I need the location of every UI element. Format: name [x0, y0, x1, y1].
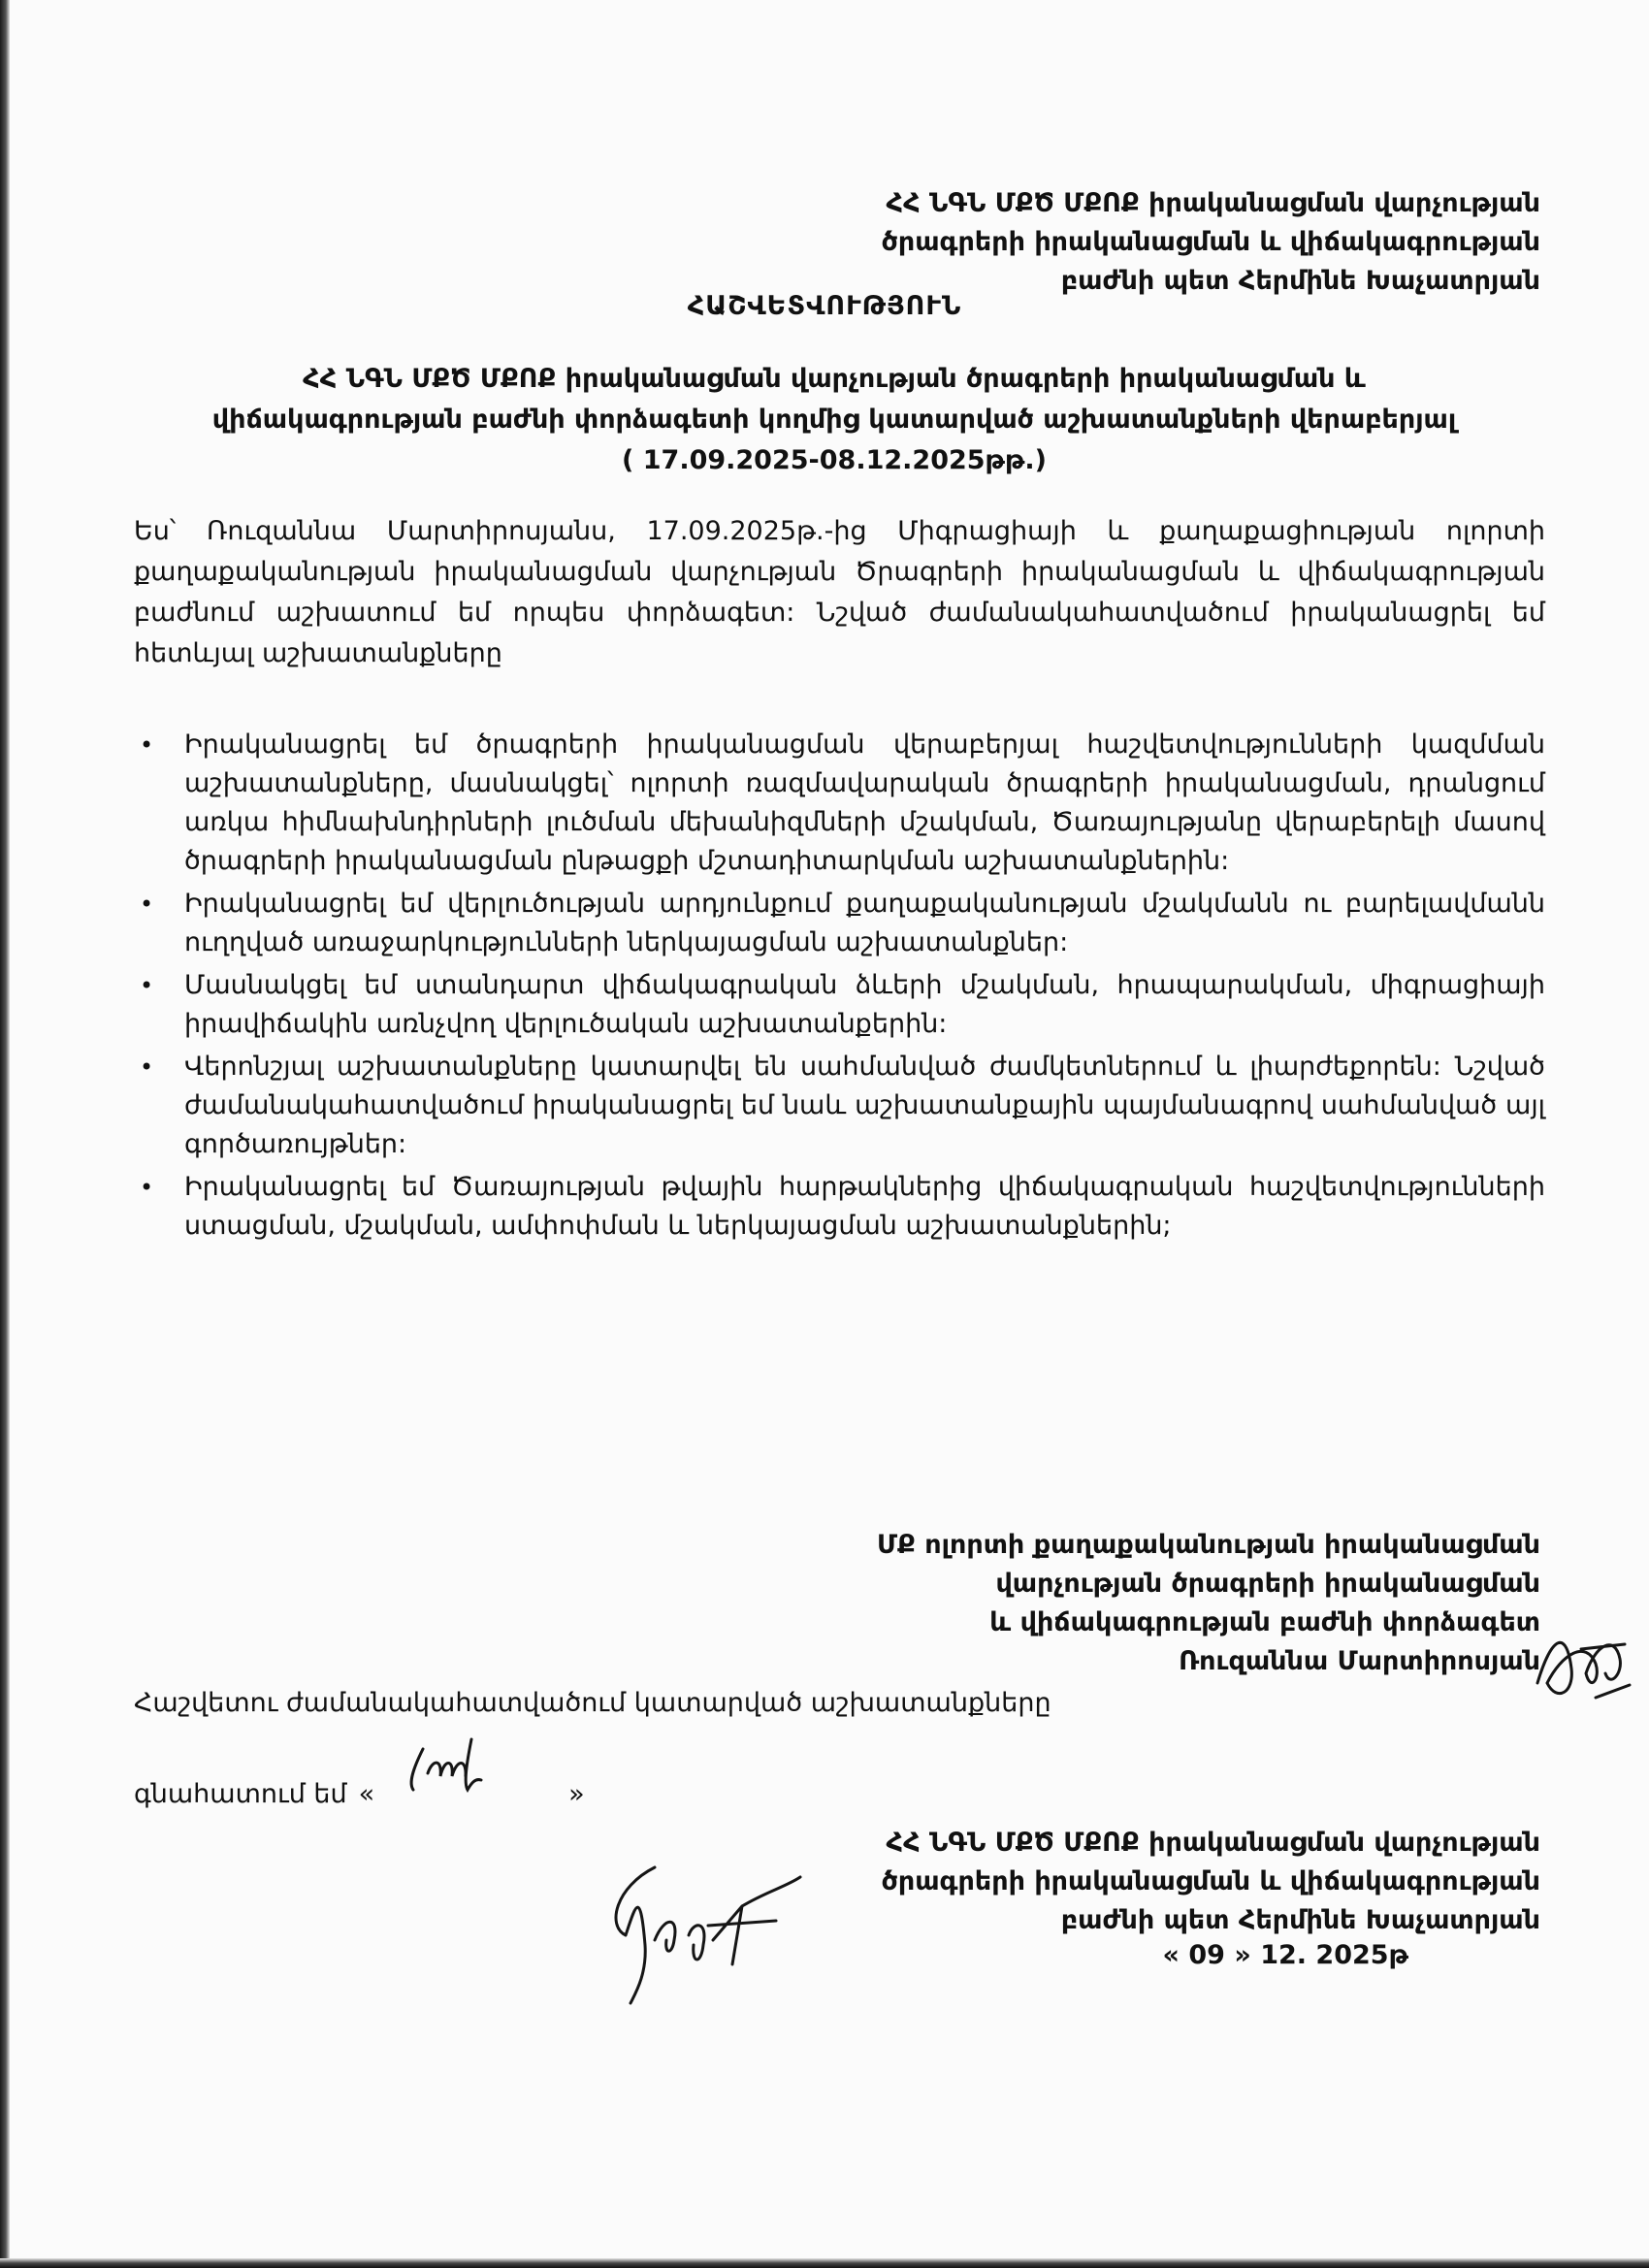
task-item: [140, 966, 1545, 1044]
evaluation-prefix: գնահատում եմ: [134, 1779, 347, 1809]
task-text: Իրականացրել եմ վերլուծության արդյունքում քաղաքականության մշակմանն ու բարելավմանն ուղղված առաջարկությունների ներկայացման աշխատանքներ:: [184, 889, 1545, 957]
subtitle-line: վիճակագրության բաժնի փորձագետի կողմից կատարված աշխատանքների վերաբերյալ: [211, 405, 1457, 435]
signature-line: ՄՔ ոլորտի քաղաքականության իրականացման: [877, 1530, 1540, 1560]
bullet-icon: •: [140, 972, 154, 999]
signature-name: Ռուզաննա Մարտիրոսյան: [1179, 1646, 1540, 1676]
task-text: Իրականացրել եմ Ծառայության թվային հարթակներից վիճակագրական հաշվետվությունների ստացման, մշակման, ամփոփման և ներկայացման աշխատանքներին;: [184, 1172, 1545, 1241]
scan-edge-left: [0, 0, 10, 2268]
bullet-icon: •: [140, 1174, 154, 1201]
task-text: Իրականացրել եմ ծրագրերի իրականացման վերաբերյալ հաշվետվությունների կազմման աշխատանքները, մասնակցել՝ ոլորտի ռազմավարական ծրագրերի իրականացման, դրանցում առկա հիմնախնդիրների լուծման մեխանիզմների մշակման, Ծառայությանը վերաբերելի մասով ծրագրերի իրականացման ընթացքի մշտադիտարկման աշխատանքներին:: [184, 729, 1545, 876]
document-title: ՀԱՇՎԵՏՎՈՒԹՅՈՒՆ: [687, 291, 962, 321]
task-text: Մասնակցել եմ ստանդարտ վիճակագրական ձևերի մշակման, հրապարակման, միգրացիայի իրավիճակին առնչվող վերլուծական աշխատանքերին:: [184, 970, 1545, 1039]
addressee-line: բաժնի պետ Հերմինե Խաչատրյան: [1060, 266, 1540, 296]
document-subtitle: [155, 359, 1513, 481]
bullet-icon: •: [140, 1053, 154, 1081]
task-item: [140, 1168, 1545, 1246]
evaluation-handwritten-grade: [374, 1751, 568, 1809]
task-item: [140, 885, 1545, 962]
handwritten-grade-icon: [374, 1730, 568, 1798]
scan-edge-bottom: [0, 2258, 1649, 2268]
task-list: [140, 726, 1545, 1249]
subtitle-period: ( 17.09.2025-08.12.2025թթ.): [622, 445, 1047, 475]
addressee-line: ՀՀ ՆԳՆ ՄՔԾ ՄՔՈՔ իրականացման վարչության: [886, 188, 1540, 218]
evaluation-open-quote: «: [358, 1779, 375, 1809]
bullet-icon: •: [140, 731, 154, 759]
task-item: [140, 726, 1545, 881]
header-addressee: [882, 184, 1540, 301]
approval-line: ծրագրերի իրականացման և վիճակագրության: [881, 1866, 1540, 1896]
approval-line: բաժնի պետ Հերմինե Խաչատրյան: [1060, 1905, 1540, 1935]
employee-signature-block: [877, 1526, 1540, 1681]
intro-paragraph: Ես՝ Ռուզաննա Մարտիրոսյանս, 17.09.2025թ.-ից Միգրացիայի և քաղաքացիության ոլորտի քաղաքականության իրականացման վարչության Ծրագրերի իրականացման և վիճակագրության բաժնում աշխատում եմ որպես փորձագետ: Նշված ժամանակահատվածում իրականացրել եմ հետևյալ աշխատանքները: [134, 516, 1545, 668]
addressee-line: ծրագրերի իրականացման և վիճակագրության: [881, 227, 1540, 257]
signature-line: վարչության ծրագրերի իրականացման: [995, 1569, 1540, 1599]
approval-block: [882, 1824, 1540, 1940]
task-text: Վերոնշյալ աշխատանքները կատարվել են սահմանված ժամկետներում և լիարժեքորեն: Նշված ժամանակահատվածում իրականացրել եմ նաև աշխատանքային պայմանագրով սահմանված այլ գործառույթներ:: [184, 1052, 1545, 1159]
approval-line: ՀՀ ՆԳՆ ՄՔԾ ՄՔՈՔ իրականացման վարչության: [886, 1828, 1540, 1858]
bullet-icon: •: [140, 891, 154, 918]
evaluation-text: Հաշվետու ժամանակահատվածում կատարված աշխատանքները: [134, 1688, 1051, 1718]
employee-signature-icon: [1528, 1615, 1634, 1717]
approval-date: « 09 » 12. 2025թ: [1162, 1940, 1408, 1970]
evaluation-line: [134, 1751, 585, 1809]
signature-line: և վիճակագրության բաժնի փորձագետ: [989, 1607, 1540, 1637]
task-item: [140, 1048, 1545, 1164]
approver-signature-icon: [597, 1848, 820, 2013]
subtitle-line: ՀՀ ՆԳՆ ՄՔԾ ՄՔՈՔ իրականացման վարչության ծրագրերի իրականացման և: [303, 364, 1366, 394]
evaluation-close-quote: »: [568, 1779, 585, 1809]
